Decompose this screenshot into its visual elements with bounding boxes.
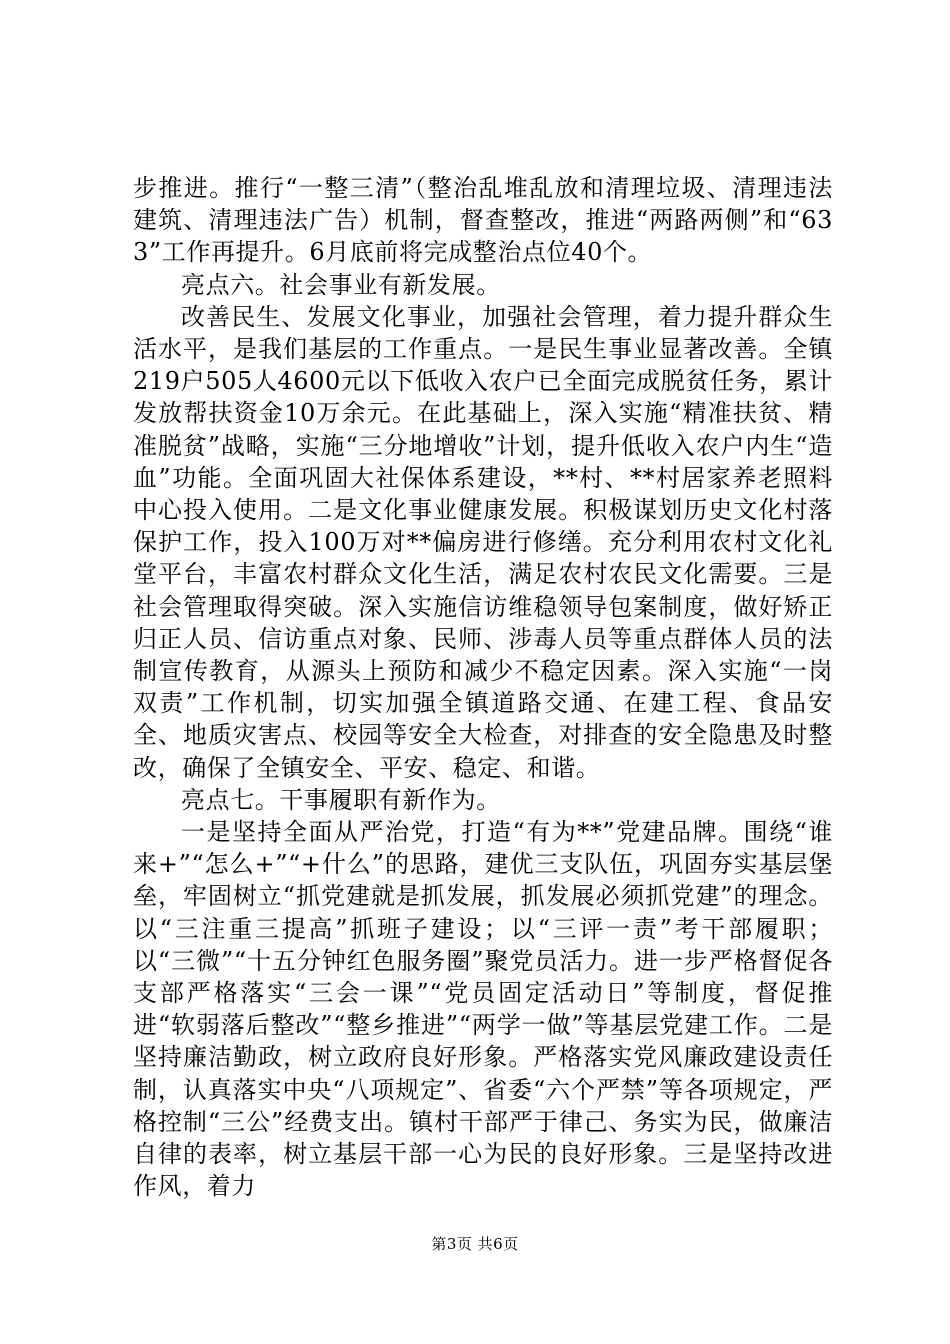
section-heading-highlight-seven: 亮点七。干事履职有新作为。 <box>181 785 501 814</box>
paragraph-social-affairs: 改善民生、发展文化事业，加强社会管理，着力提升群众生活水平，是我们基层的工作重点。一是民生事业显著改善。全镇219户505人4600元以下低收入农户已全面完成脱贫任务，累计发放帮扶资金10万余元。在此基础上，深入实施“精准扶贫、精准脱贫”战略，实施“三分地增收”计划，提升低收入农户内生“造血”功能。全面巩固大社保体系建设，**村、**村居家养老照料中心投入使用。二是文化事业健康发展。积极谋划历史文化村落保护工作，投入100万对**偏房进行修缮。充分利用农村文化礼堂平台，丰富农村群众文化生活，满足农村农民文化需要。三是社会管理取得突破。深入实施信访维稳领导包案制度，做好矫正归正人员、信访重点对象、民师、涉毒人员等重点群体人员的法制宣传教育，从源头上预防和减少不稳定因素。深入实施“一岗双责”工作机制，切实加强全镇道路交通、在建工程、食品安全、地质灾害点、校园等安全大检查，对排查的安全隐患及时整改，确保了全镇安全、平安、稳定、和谐。 <box>133 302 833 782</box>
page-number-footer: 第3页 共6页 <box>431 1235 519 1253</box>
paragraph-party-building: 一是坚持全面从严治党，打造“有为**”党建品牌。围绕“谁来+”“怎么+”“+什么”的思路，建优三支队伍，巩固夯实基层堡垒，牢固树立“抓党建就是抓发展，抓发展必须抓党建”的理念。以“三注重三提高”抓班子建设；以“三评一责”考干部履职；以“三微”“十五分钟红色服务圈”聚党员活力。进一步严格督促各支部严格落实“三会一课”“党员固定活动日”等制度，督促推进“软弱落后整改”“整乡推进”“两学一做”等基层党建工作。二是坚持廉洁勤政，树立政府良好形象。严格落实党风廉政建设责任制，认真落实中央“八项规定”、省委“六个严禁”等各项规定，严格控制“三公”经费支出。镇村干部严于律己、务实为民，做廉洁自律的表率，树立基层干部一心为民的良好形象。三是坚持改进作风，着力 <box>133 818 833 1201</box>
document-body <box>133 172 833 1203</box>
paragraph-continuation: 步推进。推行“一整三清”（整治乱堆乱放和清理垃圾、清理违法建筑、清理违法广告）机制，督查整改，推进“两路两侧”和“633”工作再提升。6月底前将完成整治点位40个。 <box>133 174 833 267</box>
section-heading-highlight-six: 亮点六。社会事业有新发展。 <box>181 270 501 299</box>
